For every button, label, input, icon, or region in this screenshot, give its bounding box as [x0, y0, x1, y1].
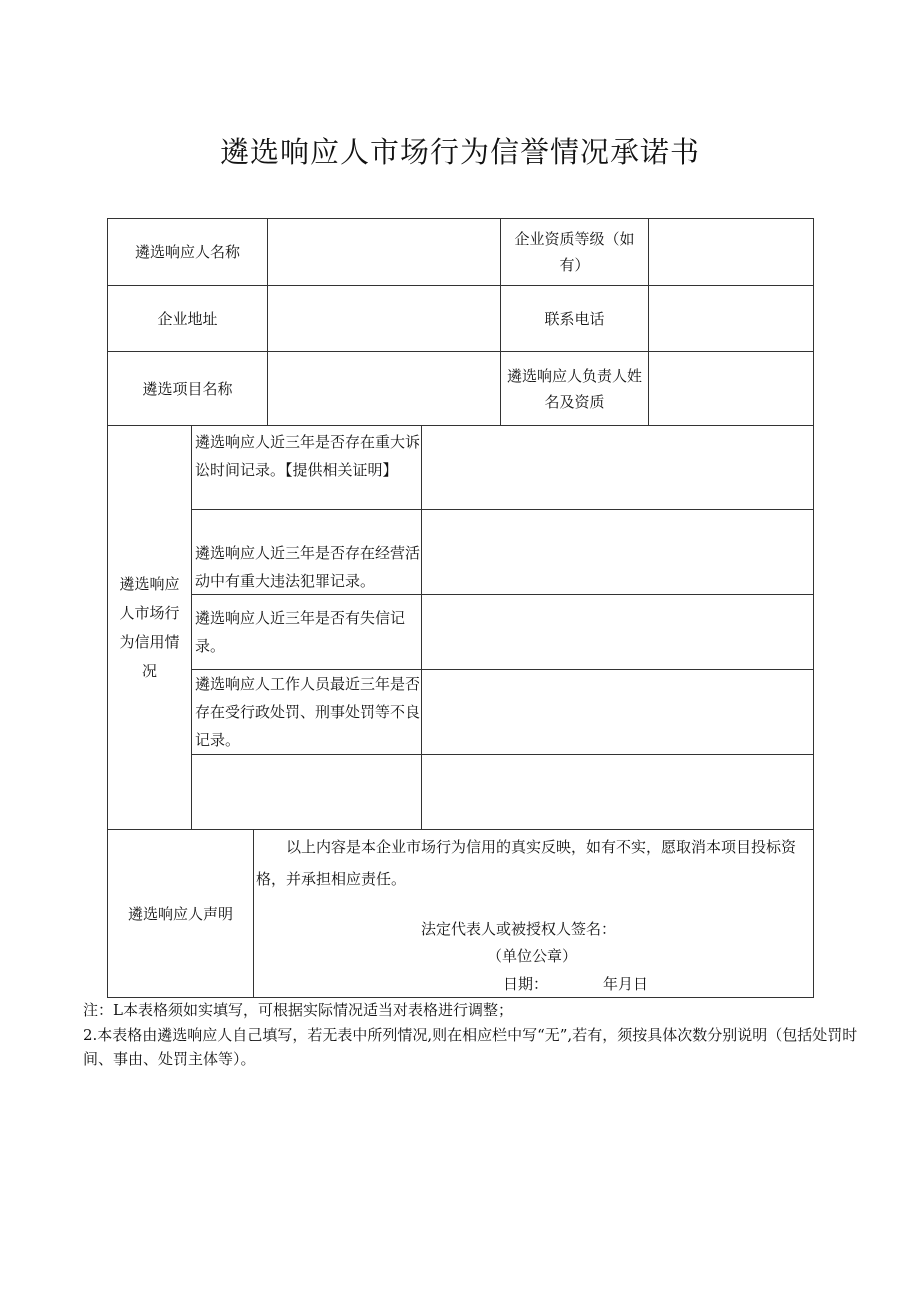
phone-value-field[interactable] [649, 286, 813, 351]
date-label: 日期： [503, 975, 549, 993]
note-line-2: 2.本表格由遴选响应人自己填写，若无表中所列情况,则在相应栏中写“无”,若有，须按具体次数分别说明（包括处罚时间、事由、处罚主体等）。 [83, 1026, 858, 1068]
credit-answer-field[interactable] [422, 755, 813, 829]
credit-answer-field[interactable] [422, 670, 813, 754]
seal-label: （单位公章） [487, 947, 578, 965]
phone-label: 联系电话 [544, 309, 605, 328]
leader-value-field[interactable] [649, 352, 813, 425]
credit-section-label: 遴选响应人市场行为信用情况 [119, 574, 180, 680]
qualification-value-field[interactable] [649, 219, 813, 285]
project-value-field[interactable] [268, 352, 500, 425]
declaration-text: 以上内容是本企业市场行为信用的真实反映，如有不实，愿取消本项目投标资格，并承担相应责任。 [256, 838, 797, 888]
declaration-label: 遴选响应人声明 [127, 904, 233, 923]
qualification-label: 企业资质等级（如有） [514, 230, 635, 274]
project-label: 遴选项目名称 [142, 379, 233, 398]
credit-answer-field[interactable] [422, 426, 813, 509]
signature-label: 法定代表人或被授权人签名： [421, 920, 617, 938]
note-line-1: 注：L本表格须如实填写，可根据实际情况适当对表格进行调整； [83, 1001, 513, 1019]
credit-answer-field[interactable] [422, 510, 813, 594]
credit-item-dishonesty: 遴选响应人近三年是否有失信记录。 [195, 609, 406, 655]
date-units: 年月日 [603, 975, 649, 993]
column-divider [253, 829, 254, 998]
credit-item-lawsuit: 遴选响应人近三年是否存在重大诉讼时间记录。【提供相关证明】 [195, 433, 421, 479]
name-value-field[interactable] [268, 219, 500, 285]
document-title: 遴选响应人市场行为信誉情况承诺书 [219, 135, 700, 169]
table-border-right [813, 218, 814, 998]
credit-answer-field[interactable] [422, 595, 813, 669]
address-label: 企业地址 [157, 309, 218, 328]
credit-extra-item-field[interactable] [192, 755, 421, 829]
credit-item-criminal: 遴选响应人近三年是否存在经营活动中有重大违法犯罪记录。 [195, 544, 421, 590]
credit-item-penalty: 遴选响应人工作人员最近三年是否存在受行政处罚、刑事处罚等不良记录。 [195, 675, 421, 749]
address-value-field[interactable] [268, 286, 500, 351]
name-label: 遴选响应人名称 [134, 243, 240, 261]
leader-label: 遴选响应人负责人姓名及资质 [506, 366, 642, 411]
